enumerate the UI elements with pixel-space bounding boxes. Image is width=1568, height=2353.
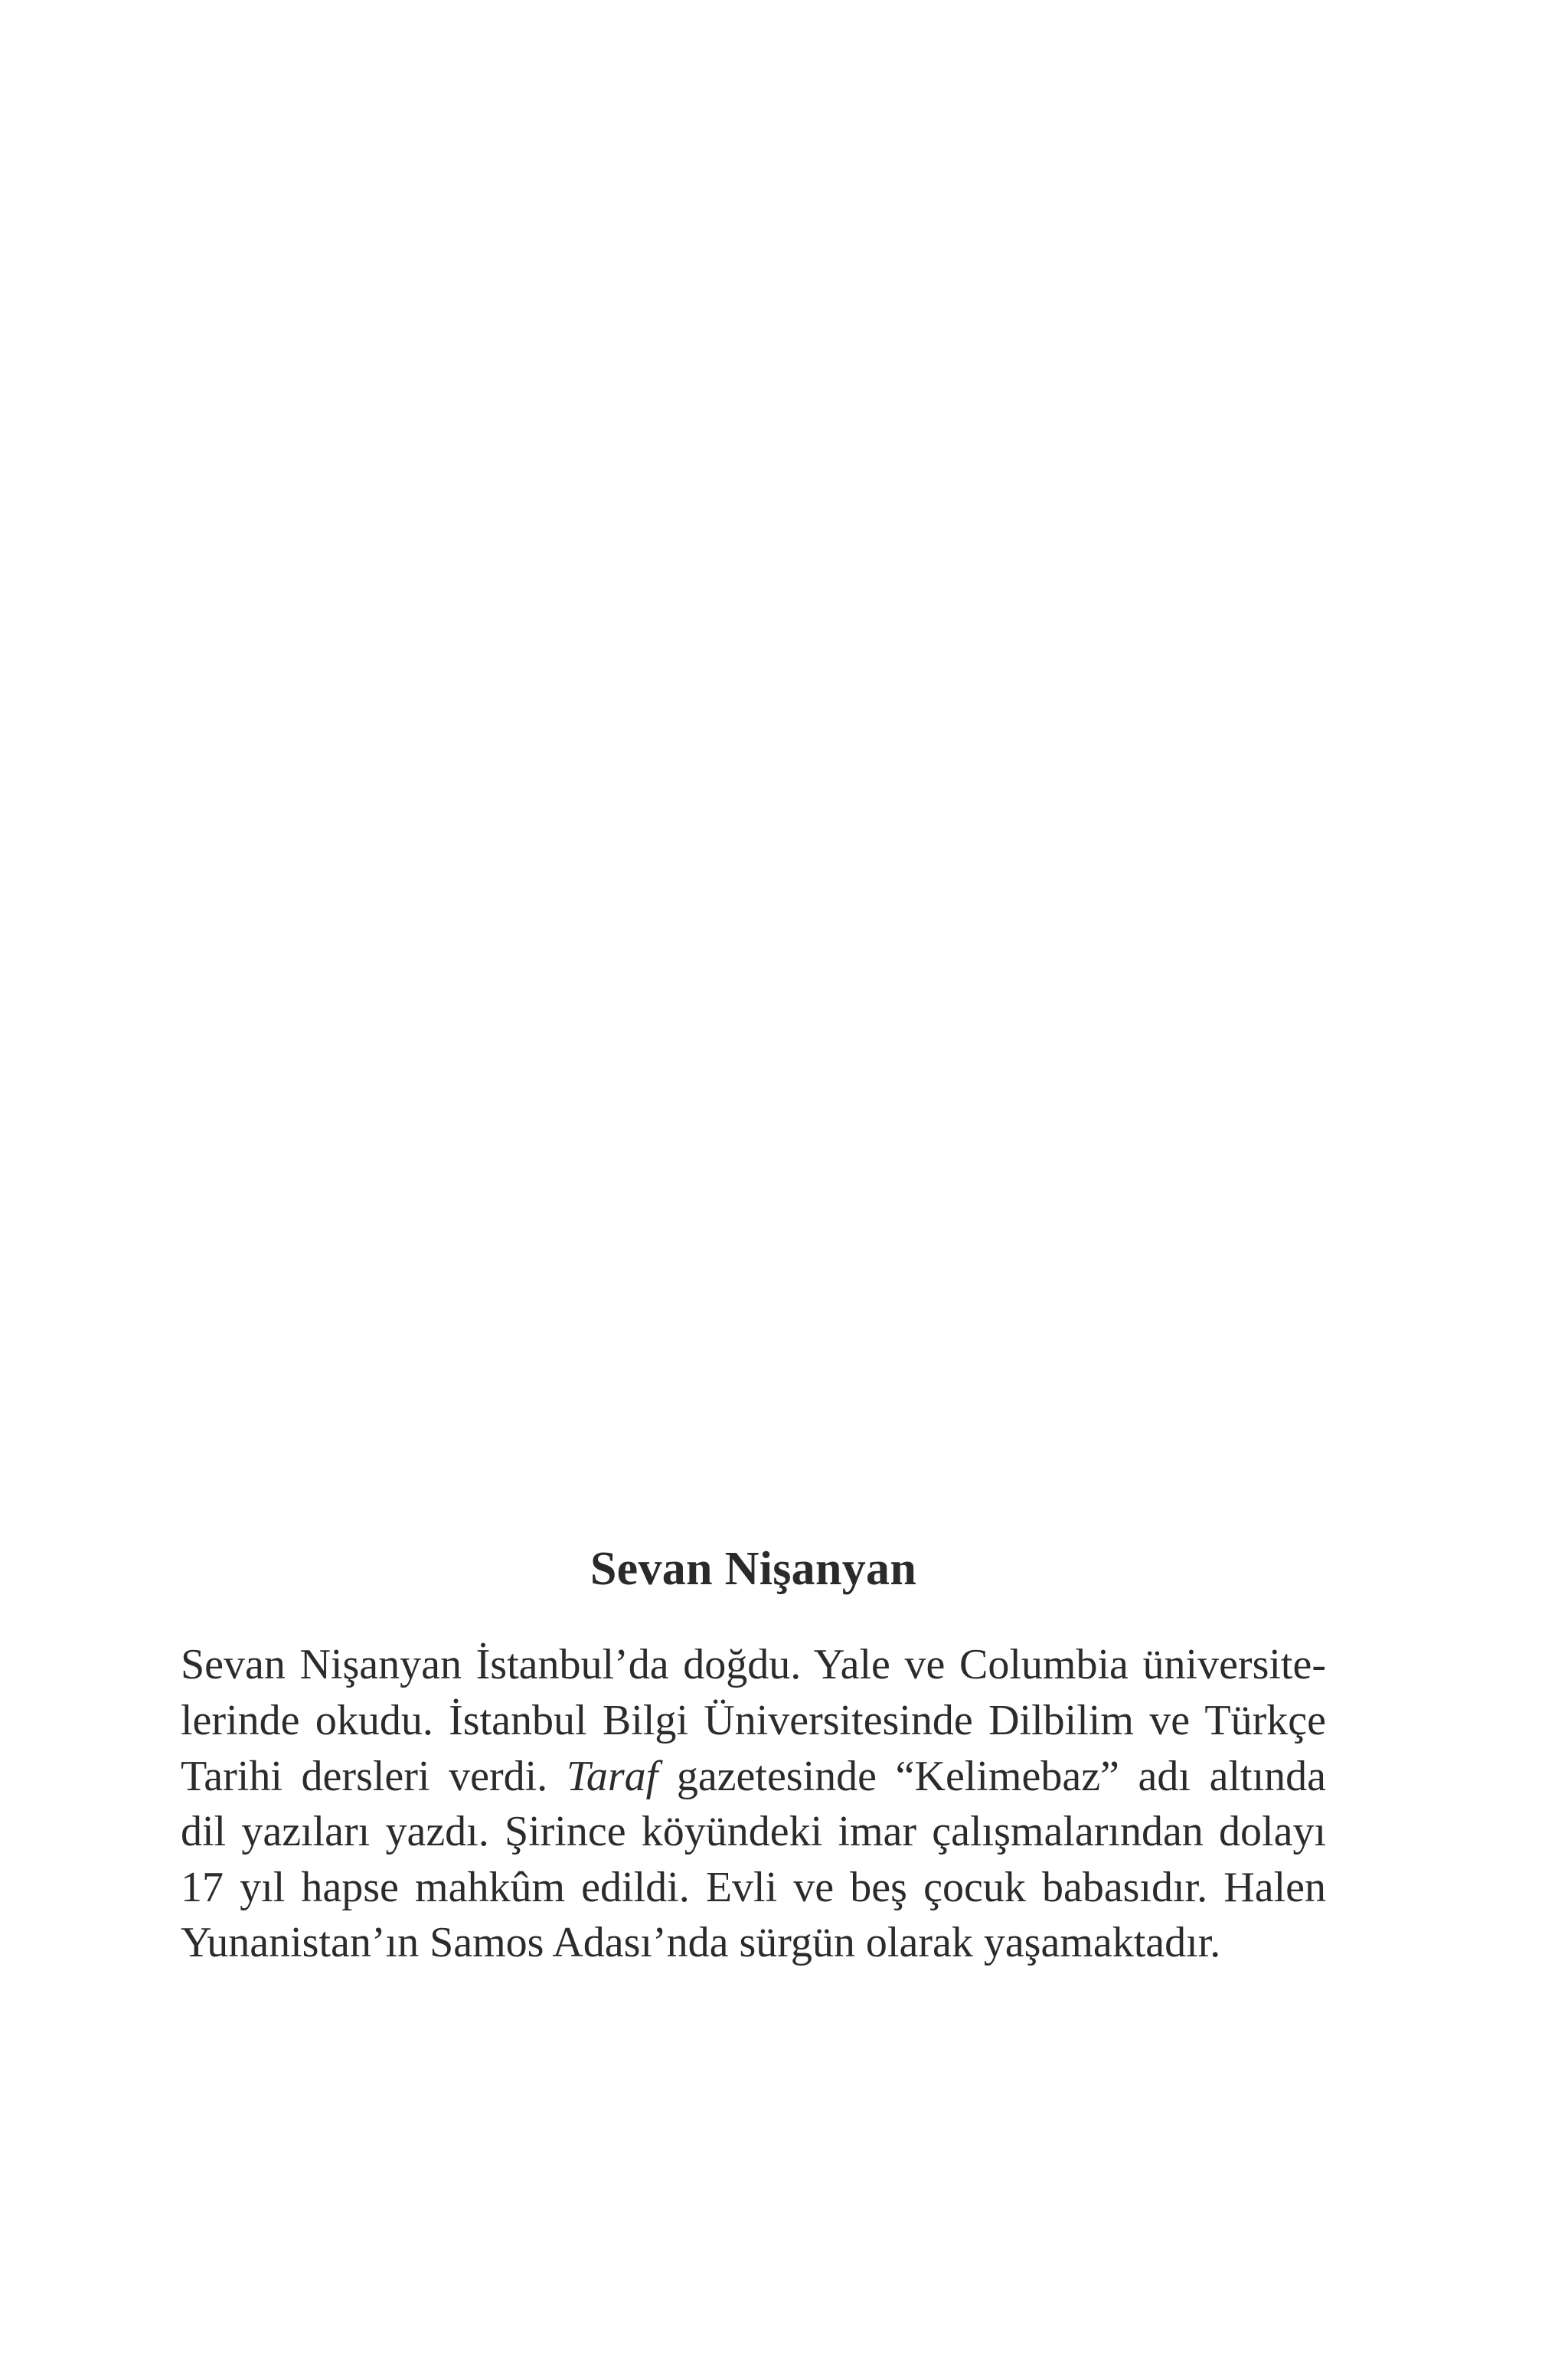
bio-line-6: Yunanistan’ın Samos Adası’nda sürgün olarak yaşamaktadır. xyxy=(181,1919,1221,1967)
bio-line-4: dil yazıları yazdı. Şirince köyündeki imar çalışmalarından dolayı xyxy=(181,1808,1326,1856)
bio-line-3-end: gazetesinde “Kelimebaz” adı altında xyxy=(676,1752,1326,1800)
bio-line-3 xyxy=(181,1749,1326,1805)
author-name-heading: Sevan Nişanyan xyxy=(590,1543,917,1595)
bio-line-3-start: Tarihi dersleri verdi. xyxy=(181,1752,548,1800)
bio-line-2: lerinde okudu. İstanbul Bilgi Üniversitesinde Dilbilim ve Türkçe xyxy=(181,1696,1326,1744)
author-biography xyxy=(181,1637,1326,1971)
author-bio-section xyxy=(181,1541,1326,1971)
newspaper-name: Taraf xyxy=(566,1752,658,1800)
bio-line-1: Sevan Nişanyan İstanbul’da doğdu. Yale ve Columbia üniversite- xyxy=(181,1641,1326,1689)
bio-line-5: 17 yıl hapse mahkûm edildi. Evli ve beş çocuk babasıdır. Halen xyxy=(181,1863,1326,1911)
